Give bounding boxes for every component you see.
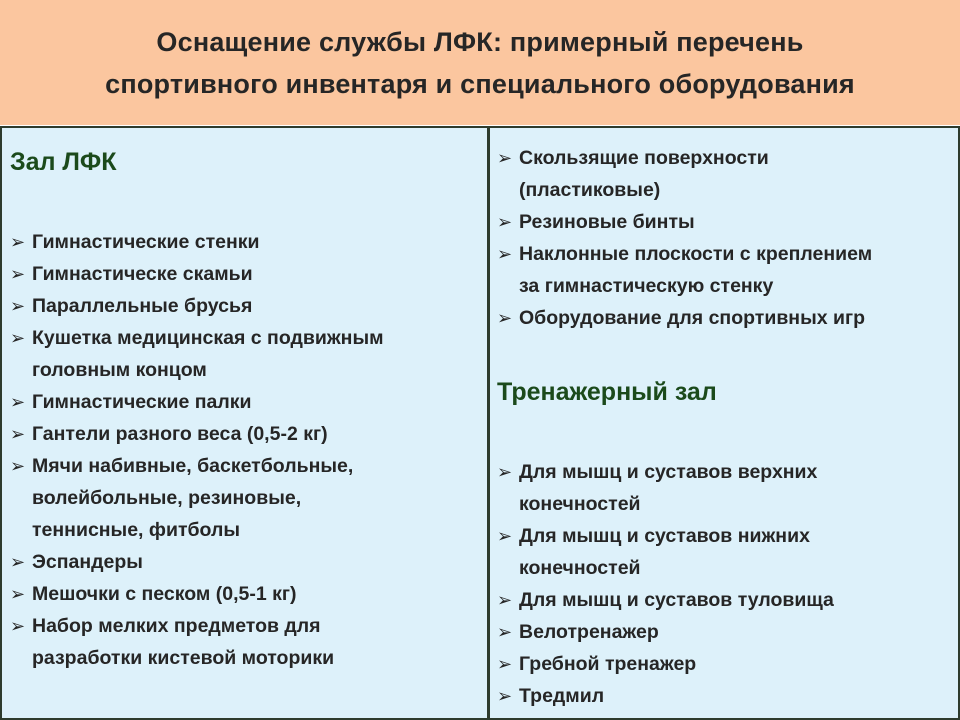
arrow-bullet-icon: ➢ xyxy=(497,654,513,674)
list-item-text: конечностей xyxy=(519,557,641,579)
list-item-text: Наклонные плоскости с креплением xyxy=(519,243,873,265)
list-item xyxy=(497,616,958,648)
arrow-bullet-icon: ➢ xyxy=(10,424,26,444)
list-item xyxy=(497,238,958,302)
slide-title-line-1: Оснащение службы ЛФК: примерный перечень xyxy=(156,26,804,57)
list-item-text: Гребной тренажер xyxy=(519,653,697,675)
list-item-text: Велотренажер xyxy=(519,621,659,643)
list-item xyxy=(10,322,487,386)
list-item-text: Для мышц и суставов нижних xyxy=(519,525,810,547)
arrow-bullet-icon: ➢ xyxy=(497,462,513,482)
list-item-text: Тредмил xyxy=(519,685,605,707)
list-item-text: волейбольные, резиновые, xyxy=(32,487,302,509)
list-item xyxy=(497,680,958,712)
list-item xyxy=(10,450,487,546)
arrow-bullet-icon: ➢ xyxy=(10,232,26,252)
list-item-text: конечностей xyxy=(519,493,641,515)
section-heading-gym: Зал ЛФК xyxy=(10,148,117,176)
list-item-text: разработки кистевой моторики xyxy=(32,647,335,669)
list-item-text: Параллельные брусья xyxy=(32,295,253,317)
slide-header xyxy=(0,0,960,125)
slide-body xyxy=(0,125,960,720)
arrow-bullet-icon: ➢ xyxy=(497,308,513,328)
list-item xyxy=(10,418,487,450)
gym-equipment-list xyxy=(10,226,487,674)
list-item-text: Гимнастические палки xyxy=(32,391,252,413)
arrow-bullet-icon: ➢ xyxy=(497,148,513,168)
list-item-text: головным концом xyxy=(32,359,207,381)
list-item-text: теннисные, фитболы xyxy=(32,519,241,541)
arrow-bullet-icon: ➢ xyxy=(10,264,26,284)
list-item-text: Эспандеры xyxy=(32,551,143,573)
left-column-gym xyxy=(0,126,489,720)
list-item xyxy=(497,520,958,584)
list-item-text: за гимнастическую стенку xyxy=(519,275,774,297)
list-item xyxy=(497,142,958,206)
list-item xyxy=(10,578,487,610)
arrow-bullet-icon: ➢ xyxy=(497,622,513,642)
right-column xyxy=(489,126,960,720)
list-item xyxy=(497,648,958,680)
list-item xyxy=(10,546,487,578)
list-item-text: Мячи набивные, баскетбольные, xyxy=(32,455,354,477)
arrow-bullet-icon: ➢ xyxy=(10,392,26,412)
list-item xyxy=(497,584,958,616)
arrow-bullet-icon: ➢ xyxy=(497,686,513,706)
arrow-bullet-icon: ➢ xyxy=(497,244,513,264)
arrow-bullet-icon: ➢ xyxy=(497,526,513,546)
arrow-bullet-icon: ➢ xyxy=(10,552,26,572)
list-item-text: Оборудование для спортивных игр xyxy=(519,307,866,329)
list-item-text: Кушетка медицинская с подвижным xyxy=(32,327,384,349)
slide-title xyxy=(105,21,855,105)
gym-equipment-list-continued xyxy=(497,142,958,334)
arrow-bullet-icon: ➢ xyxy=(497,212,513,232)
list-item xyxy=(497,206,958,238)
list-item-text: Для мышц и суставов туловища xyxy=(519,589,834,611)
trainer-equipment-list xyxy=(497,456,958,712)
slide-title-line-2: спортивного инвентаря и специального оборудования xyxy=(105,68,855,99)
list-item-text: Гантели разного веса (0,5-2 кг) xyxy=(32,423,328,445)
list-item-text: (пластиковые) xyxy=(519,179,661,201)
arrow-bullet-icon: ➢ xyxy=(10,456,26,476)
list-item xyxy=(10,386,487,418)
list-item-text: Гимнастическе скамьи xyxy=(32,263,253,285)
list-item xyxy=(10,226,487,258)
arrow-bullet-icon: ➢ xyxy=(10,584,26,604)
list-item-text: Набор мелких предметов для xyxy=(32,615,321,637)
arrow-bullet-icon: ➢ xyxy=(10,616,26,636)
list-item-text: Гимнастические стенки xyxy=(32,231,260,253)
arrow-bullet-icon: ➢ xyxy=(10,296,26,316)
list-item xyxy=(10,258,487,290)
list-item xyxy=(10,610,487,674)
list-item xyxy=(497,302,958,334)
list-item-text: Скользящие поверхности xyxy=(519,147,769,169)
arrow-bullet-icon: ➢ xyxy=(497,590,513,610)
list-item-text: Резиновые бинты xyxy=(519,211,695,233)
list-item-text: Мешочки с песком (0,5-1 кг) xyxy=(32,583,297,605)
list-item-text: Для мышц и суставов верхних xyxy=(519,461,818,483)
list-item xyxy=(10,290,487,322)
arrow-bullet-icon: ➢ xyxy=(10,328,26,348)
list-item xyxy=(497,456,958,520)
section-heading-trainer-hall: Тренажерный зал xyxy=(497,378,717,406)
